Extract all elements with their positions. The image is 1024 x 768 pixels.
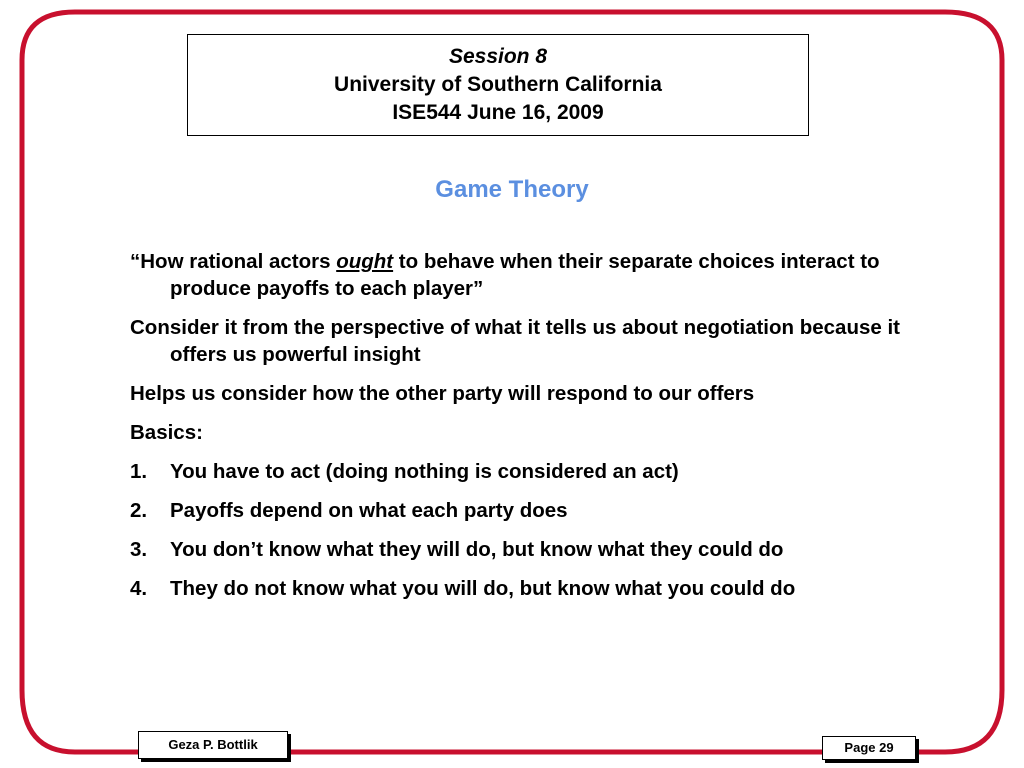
university-label: University of Southern California <box>334 73 662 96</box>
paragraph-definition <box>130 248 930 302</box>
list-item-number: 3. <box>130 538 148 561</box>
paragraph-perspective: Consider it from the perspective of what it tells us about negotiation because it offers us powerful insight <box>130 316 901 366</box>
course-date-label: ISE544 June 16, 2009 <box>392 101 604 124</box>
session-header-box <box>187 34 809 136</box>
list-item-number: 1. <box>130 460 148 483</box>
list-item-text: Payoffs depend on what each party does <box>170 499 568 522</box>
page-number: Page 29 <box>822 736 916 760</box>
slide-title: Game Theory <box>435 176 589 203</box>
list-item-text: They do not know what you will do, but know what you could do <box>170 577 796 600</box>
definition-prefix: “How rational actors <box>130 250 337 273</box>
list-item-text: You don’t know what they will do, but know what they could do <box>170 538 784 561</box>
session-label: Session 8 <box>448 45 548 68</box>
list-item-number: 2. <box>130 499 148 522</box>
author-label: Geza P. Bottlik <box>138 731 288 759</box>
slide-body <box>130 248 930 614</box>
list-item-number: 4. <box>130 577 148 600</box>
list-item <box>130 536 930 563</box>
list-item-text: You have to act (doing nothing is considered an act) <box>170 460 679 483</box>
paragraph-response: Helps us consider how the other party will respond to our offers <box>130 382 755 405</box>
list-item <box>130 575 930 602</box>
list-item <box>130 497 930 524</box>
list-item <box>130 458 930 485</box>
definition-suffix: to behave when their separate choices interact to produce payoffs to each player” <box>170 250 880 300</box>
definition-emphasis: ought <box>336 250 394 273</box>
paragraph-basics: Basics: <box>130 421 203 444</box>
